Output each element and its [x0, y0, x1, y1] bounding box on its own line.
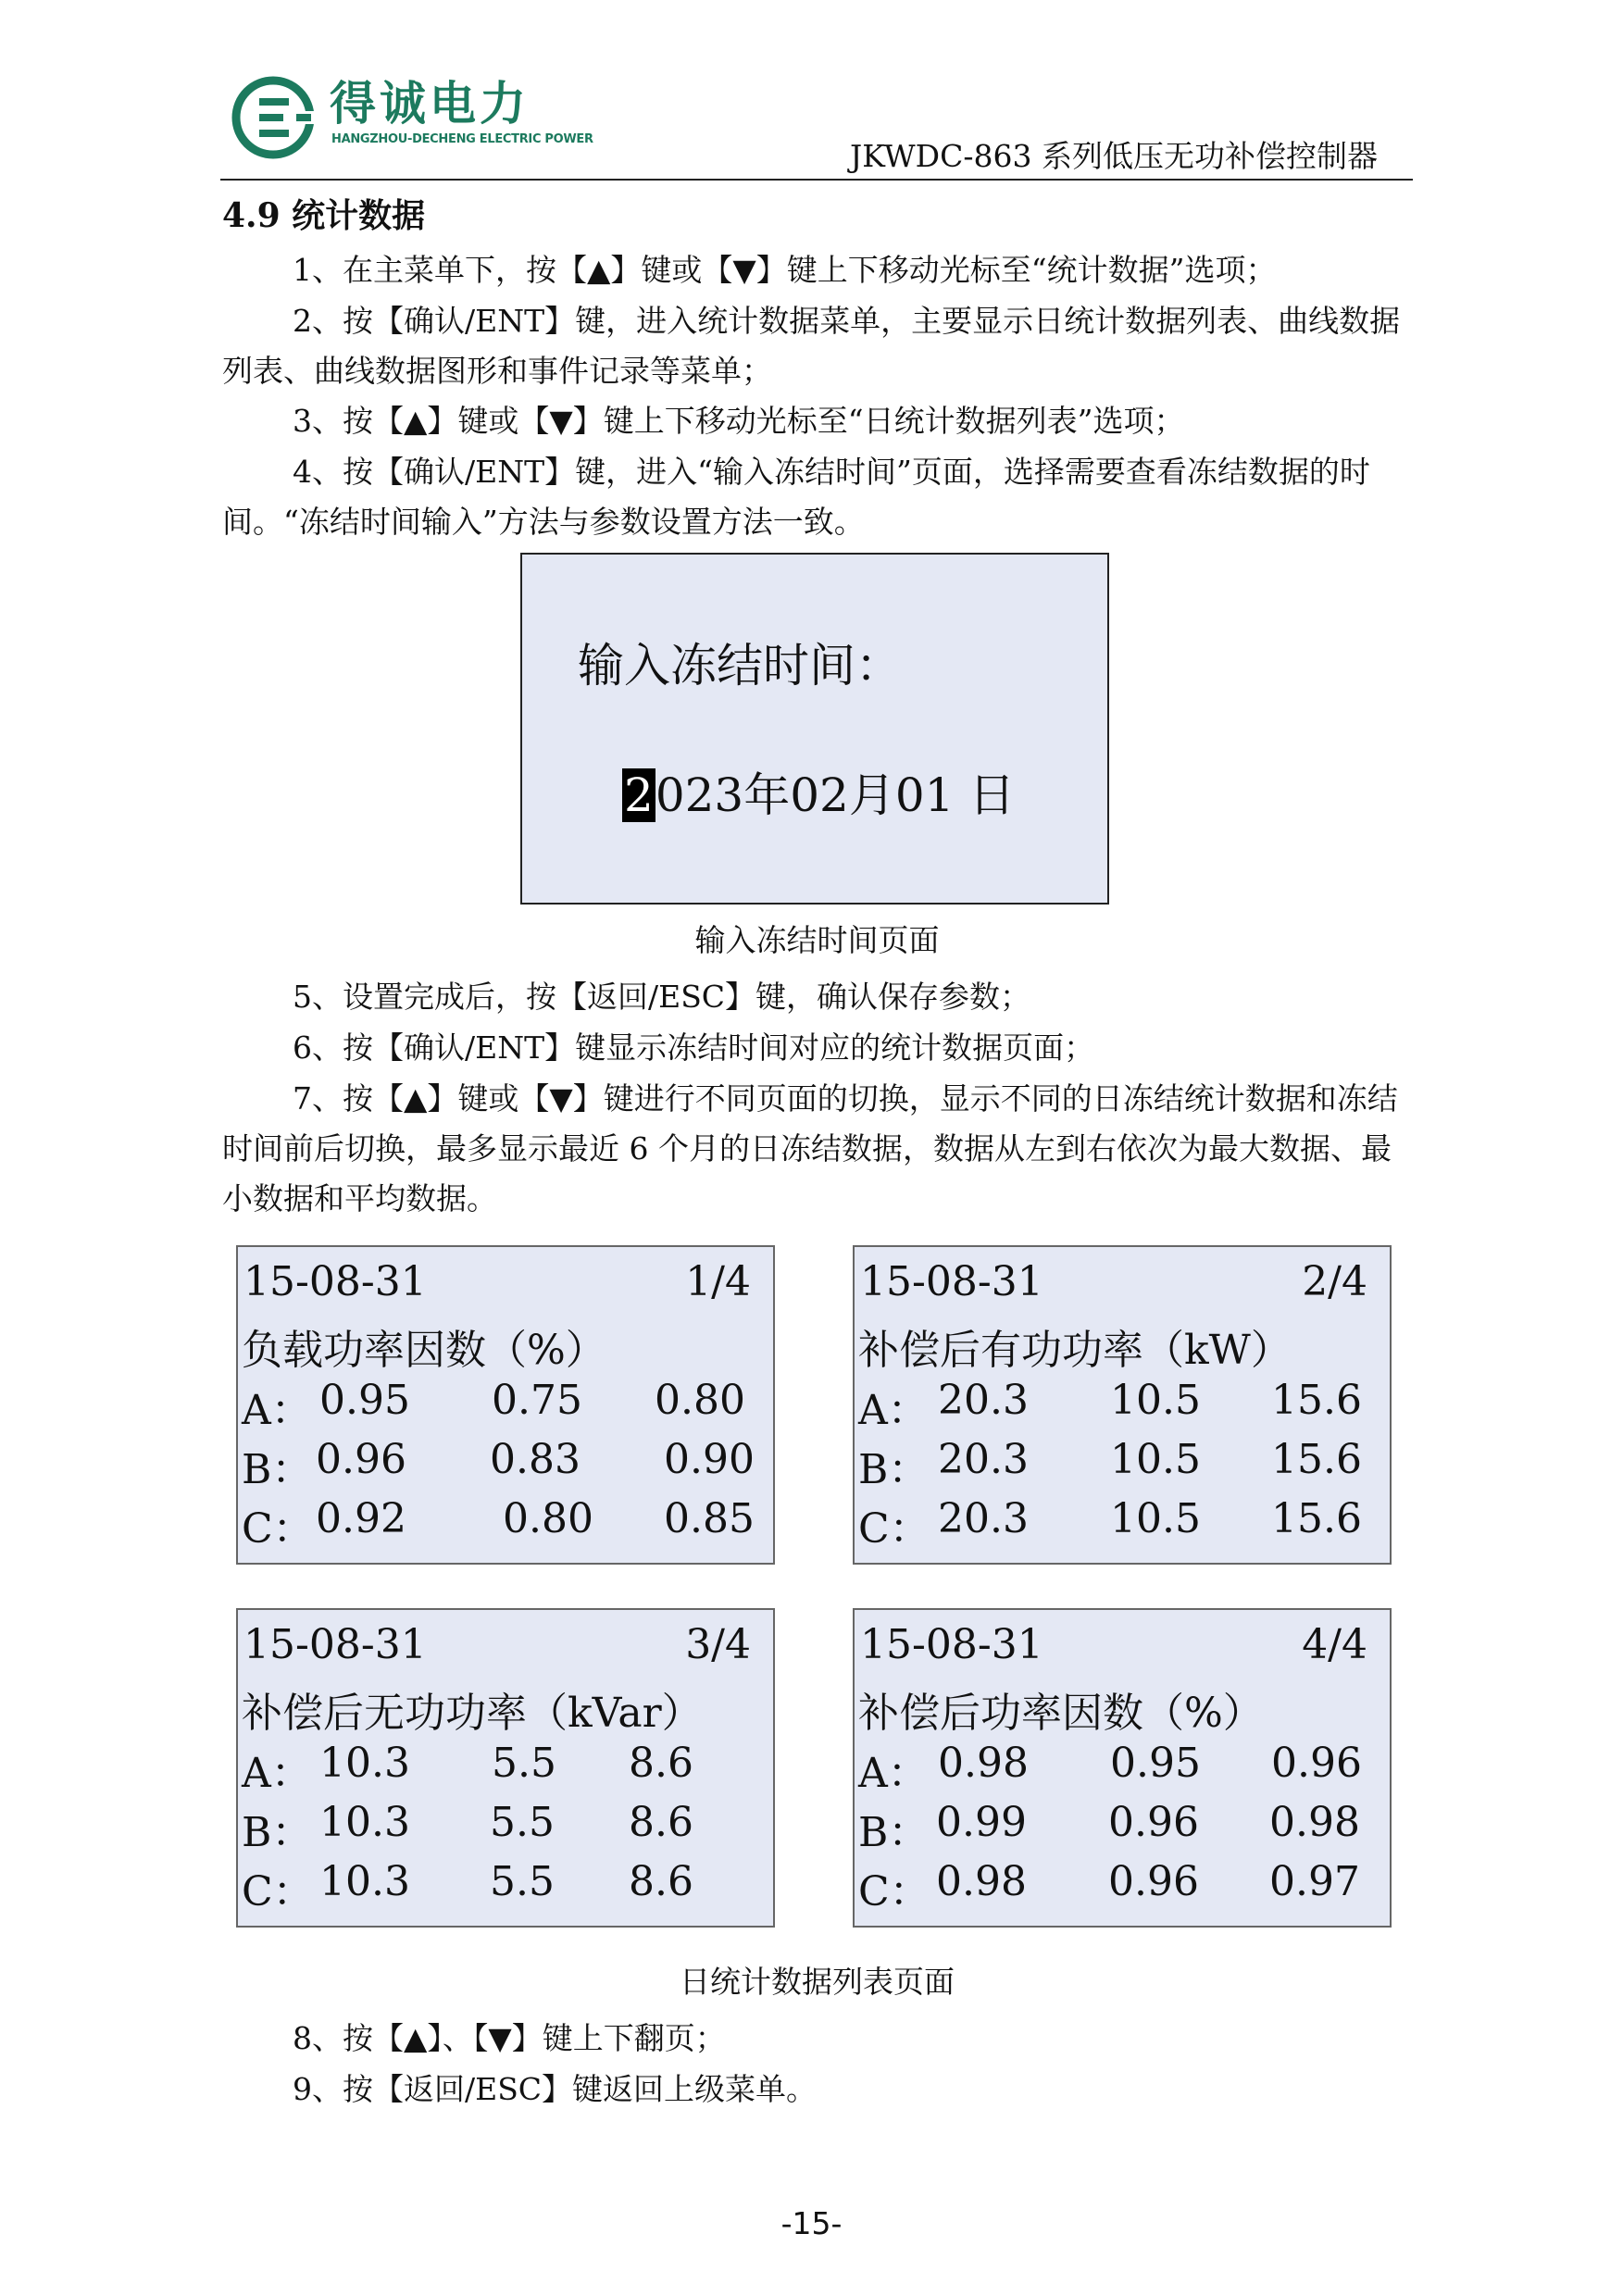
paragraph-step-4: 4、按【确认/ENT】键，进入“输入冻结时间”页面，选择需要查看冻结数据的时间。“冻结时间输入”方法与参数设置方法一致。 [222, 454, 1370, 540]
phase-row-c [858, 1858, 1386, 1914]
min-value: 0.80 [503, 1495, 593, 1542]
screen-date: 15-08-31 [860, 1621, 1043, 1668]
max-value: 0.95 [319, 1377, 410, 1424]
avg-value: 8.6 [629, 1799, 693, 1846]
max-value: 0.92 [316, 1495, 406, 1542]
min-value: 0.96 [1108, 1858, 1199, 1905]
screen-date: 15-08-31 [243, 1258, 427, 1305]
phase-row-a [858, 1377, 1386, 1432]
phase-row-c [242, 1495, 769, 1551]
max-value: 10.3 [319, 1858, 410, 1905]
screen-title: 负载功率因数（%） [242, 1327, 606, 1374]
phase-row-c [858, 1495, 1386, 1551]
avg-value: 0.98 [1269, 1799, 1360, 1846]
phase-label: A： [858, 1387, 929, 1434]
paragraph-step-1: 1、在主菜单下，按【▲】键或【▼】键上下移动光标至“统计数据”选项； [293, 252, 1277, 288]
page-number: -15- [780, 2205, 843, 2241]
company-name-cn: 得诚电力 [330, 77, 530, 131]
screens-caption: 日统计数据列表页面 [680, 1964, 955, 2000]
phase-row-b [242, 1799, 769, 1854]
phase-label: B： [858, 1446, 930, 1493]
min-value: 0.96 [1108, 1799, 1199, 1846]
phase-label: C： [858, 1505, 930, 1553]
screen-date: 15-08-31 [860, 1258, 1043, 1305]
paragraph-step-3: 3、按【▲】键或【▼】键上下移动光标至“日统计数据列表”选项； [293, 403, 1185, 439]
max-value: 10.3 [319, 1740, 410, 1787]
min-value: 5.5 [490, 1858, 555, 1905]
screen-title: 补偿后功率因数（%） [858, 1690, 1264, 1737]
paragraph-step-9: 9、按【返回/ESC】键返回上级菜单。 [293, 2071, 818, 2107]
max-value: 0.99 [936, 1799, 1027, 1846]
min-value: 10.5 [1110, 1377, 1201, 1424]
stat-screen-2 [853, 1245, 1392, 1565]
phase-label: C： [242, 1505, 314, 1553]
min-value: 0.75 [492, 1377, 582, 1424]
max-value: 20.3 [938, 1495, 1029, 1542]
avg-value: 15.6 [1271, 1436, 1362, 1483]
avg-value: 15.6 [1271, 1495, 1362, 1542]
paragraph-step-8: 8、按【▲】、【▼】键上下翻页； [293, 2020, 726, 2056]
freeze-time-label: 输入冻结时间： [578, 639, 902, 693]
screen-page-indicator: 2/4 [1302, 1258, 1367, 1305]
avg-value: 8.6 [629, 1858, 693, 1905]
phase-label: C： [858, 1868, 930, 1915]
min-value: 0.83 [490, 1436, 581, 1483]
section-heading: 4.9 统计数据 [222, 196, 426, 235]
screen-page-indicator: 1/4 [685, 1258, 751, 1305]
max-value: 0.98 [938, 1740, 1029, 1787]
header-divider [220, 179, 1413, 181]
company-logo-icon [231, 76, 315, 159]
max-value: 20.3 [938, 1436, 1029, 1483]
min-value: 10.5 [1110, 1495, 1201, 1542]
avg-value: 0.90 [664, 1436, 755, 1483]
phase-row-b [858, 1436, 1386, 1491]
screen-title: 补偿后无功功率（kVar） [242, 1690, 703, 1737]
screen-page-indicator: 4/4 [1302, 1621, 1367, 1668]
avg-value: 0.85 [664, 1495, 755, 1542]
avg-value: 0.97 [1269, 1858, 1360, 1905]
phase-label: B： [242, 1809, 313, 1856]
avg-value: 15.6 [1271, 1377, 1362, 1424]
max-value: 20.3 [938, 1377, 1029, 1424]
phase-label: B： [858, 1809, 930, 1856]
date-cursor[interactable]: 2 [624, 768, 654, 822]
freeze-date-value: 023年02月01 日 [655, 768, 1016, 822]
screen-title: 补偿后有功功率（kW） [858, 1327, 1292, 1374]
phase-label: A： [242, 1750, 312, 1797]
freeze-screen-caption: 输入冻结时间页面 [694, 922, 940, 958]
paragraph-step-2: 2、按【确认/ENT】键，进入统计数据菜单，主要显示日统计数据列表、曲线数据列表、曲线数据图形和事件记录等菜单； [222, 303, 1401, 389]
phase-label: B： [242, 1446, 313, 1493]
document-title: JKWDC-863 系列低压无功补偿控制器 [850, 138, 1378, 174]
max-value: 0.96 [316, 1436, 406, 1483]
stat-screen-1 [236, 1245, 775, 1565]
min-value: 0.95 [1110, 1740, 1201, 1787]
min-value: 10.5 [1110, 1436, 1201, 1483]
paragraph-step-7: 7、按【▲】键或【▼】键进行不同页面的切换，显示不同的日冻结统计数据和冻结时间前后切换，最多显示最近 6 个月的日冻结数据，数据从左到右依次为最大数据、最小数据和平均数据。 [222, 1080, 1398, 1217]
freeze-time-date[interactable] [622, 758, 1015, 825]
min-value: 5.5 [490, 1799, 555, 1846]
phase-row-b [242, 1436, 769, 1491]
screen-page-indicator: 3/4 [685, 1621, 751, 1668]
min-value: 5.5 [492, 1740, 556, 1787]
company-name-en: HANGZHOU-DECHENG ELECTRIC POWER [331, 132, 593, 146]
screen-date: 15-08-31 [243, 1621, 427, 1668]
phase-row-a [242, 1377, 769, 1432]
phase-row-b [858, 1799, 1386, 1854]
phase-label: C： [242, 1868, 314, 1915]
freeze-time-screen [520, 553, 1109, 905]
avg-value: 8.6 [629, 1740, 693, 1787]
phase-row-c [242, 1858, 769, 1914]
avg-value: 0.96 [1271, 1740, 1362, 1787]
max-value: 10.3 [319, 1799, 410, 1846]
paragraph-step-5: 5、设置完成后，按【返回/ESC】键，确认保存参数； [293, 979, 1031, 1015]
avg-value: 0.80 [655, 1377, 745, 1424]
phase-label: A： [242, 1387, 312, 1434]
stat-screen-3 [236, 1608, 775, 1928]
max-value: 0.98 [936, 1858, 1027, 1905]
phase-row-a [858, 1740, 1386, 1795]
phase-label: A： [858, 1750, 929, 1797]
phase-row-a [242, 1740, 769, 1795]
paragraph-step-6: 6、按【确认/ENT】键显示冻结时间对应的统计数据页面； [293, 1029, 1095, 1066]
stat-screen-4 [853, 1608, 1392, 1928]
